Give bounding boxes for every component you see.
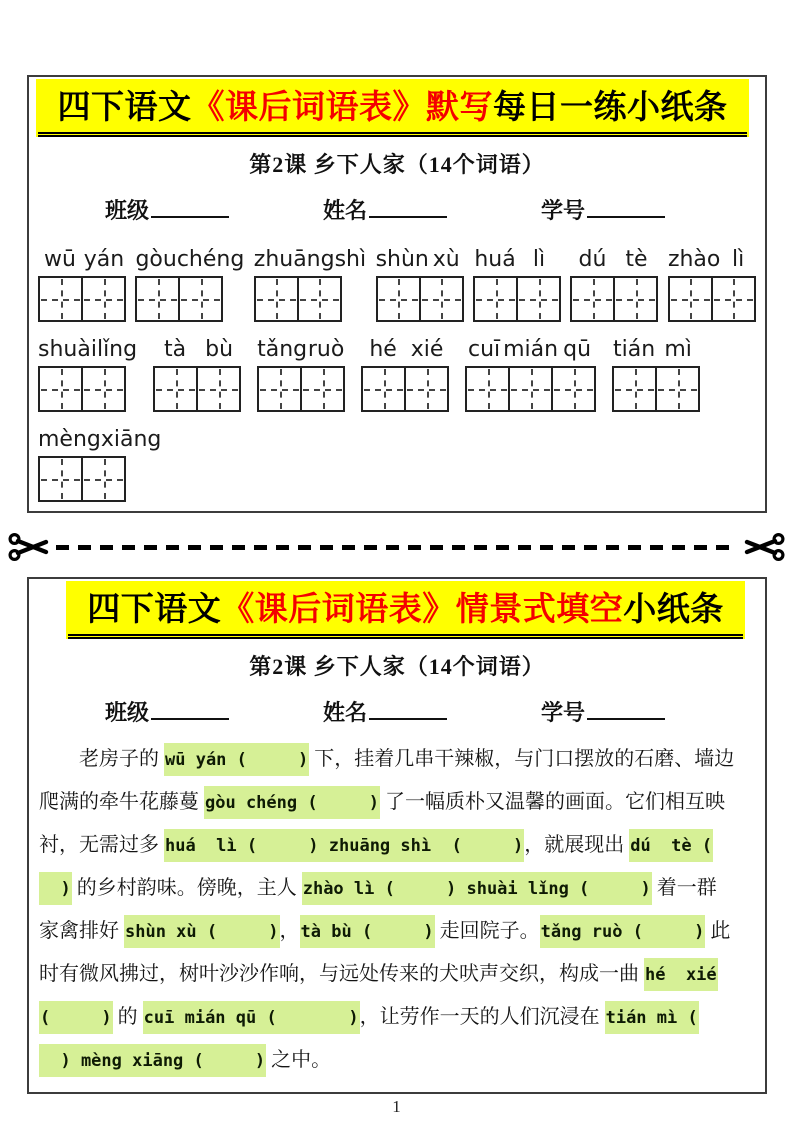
text-run: 衬，无需过多 [39, 834, 164, 856]
text-run: 的 [112, 1006, 143, 1028]
text-run: 着一群 [651, 877, 717, 899]
pinyin-syllable: huá [474, 247, 516, 272]
pinyin-syllable: bù [205, 337, 234, 362]
pinyin-syllable: dú [578, 247, 607, 272]
writing-cell [465, 366, 510, 412]
word-block [570, 247, 658, 322]
dictation-title-banner [36, 79, 749, 137]
text-run: ， [279, 920, 300, 942]
text-run: 此 [705, 920, 731, 942]
pinyin-syllable: chéng [176, 247, 245, 272]
info-field-blank [369, 194, 447, 218]
pinyin-blank: ) [39, 872, 72, 905]
fill-in-title-banner [66, 581, 745, 639]
pinyin-label [376, 247, 464, 273]
writing-grid [254, 276, 366, 322]
writing-grid [38, 456, 161, 502]
text-run: 之中。 [266, 1049, 332, 1071]
lesson-subtitle: 第2课 乡下人家（14个词语） [249, 654, 545, 679]
writing-cell [419, 276, 464, 322]
pinyin-blank: hé xié [644, 958, 718, 991]
word-row [38, 247, 756, 322]
pinyin-syllable: zhuāng [253, 247, 335, 272]
info-field-label: 姓名 [322, 700, 367, 725]
scissors-icon [8, 531, 50, 563]
word-block [257, 337, 345, 412]
pinyin-syllable: shùn [375, 247, 429, 272]
writing-cell [655, 366, 700, 412]
writing-cell [297, 276, 342, 322]
pinyin-blank: cuī mián qū ( ) [143, 1001, 360, 1034]
pinyin-syllable: tián [613, 337, 656, 362]
word-block [153, 337, 241, 412]
writing-cell [668, 276, 713, 322]
word-block [612, 337, 700, 412]
lesson-subtitle: 第2课 乡下人家（14个词语） [249, 152, 545, 177]
pinyin-syllable: yán [83, 247, 125, 272]
title-segment: 《课后词语表》 [191, 88, 426, 125]
title-segment: 四下语文 [87, 590, 222, 627]
writing-cell [361, 366, 406, 412]
paragraph-line [39, 738, 755, 781]
pinyin-syllable: qū [563, 337, 592, 362]
pinyin-syllable: wū [44, 247, 76, 272]
text-run: 的乡村韵味。傍晚，主人 [71, 877, 302, 899]
pinyin-syllable: mì [664, 337, 692, 362]
pinyin-syllable: xù [432, 247, 460, 272]
word-row [38, 427, 756, 502]
info-field-blank [151, 194, 229, 218]
word-block [254, 247, 366, 322]
info-field-blank [369, 696, 447, 720]
pinyin-label [38, 247, 126, 273]
writing-grid [38, 276, 126, 322]
info-field [105, 696, 229, 727]
pinyin-syllable: shuài [38, 337, 97, 362]
text-run: 了一幅质朴又温馨的画面。它们相互映 [380, 791, 725, 813]
writing-grid [570, 276, 658, 322]
cloze-paragraph [29, 738, 765, 1082]
word-block [376, 247, 464, 322]
writing-cell [254, 276, 299, 322]
writing-cell [551, 366, 596, 412]
pinyin-blank: gòu chéng ( ) [204, 786, 380, 819]
paragraph-line [39, 953, 755, 996]
info-field [323, 194, 447, 225]
writing-grid [465, 366, 596, 412]
writing-cell [178, 276, 223, 322]
scissors-icon [743, 531, 785, 563]
text-run: ，让劳作一天的人们沉浸在 [359, 1006, 605, 1028]
dictation-title [38, 84, 747, 137]
info-field [105, 194, 229, 225]
paragraph-line [39, 1039, 755, 1082]
word-block [361, 337, 449, 412]
writing-cell [473, 276, 518, 322]
pinyin-word-grids [29, 247, 765, 502]
writing-cell [196, 366, 241, 412]
pinyin-syllable: tǎng [257, 337, 308, 362]
title-segment: 小纸条 [623, 590, 724, 627]
text-run: 走回院子。 [434, 920, 540, 942]
pinyin-label [254, 247, 366, 273]
info-field-label: 姓名 [322, 198, 367, 223]
pinyin-blank: wū yán ( ) [164, 743, 309, 776]
pinyin-blank: tǎng ruò ( ) [540, 915, 706, 948]
writing-cell [300, 366, 345, 412]
info-field-blank [587, 696, 665, 720]
pinyin-syllable: mèng [38, 427, 101, 452]
title-segment: 默写 [426, 88, 493, 125]
pinyin-syllable: hé [369, 337, 397, 362]
word-block [465, 337, 596, 412]
pinyin-label [465, 337, 596, 363]
fill-in-section [27, 577, 767, 1094]
writing-grid [473, 276, 561, 322]
pinyin-blank: dú tè ( [629, 829, 713, 862]
pinyin-label [257, 337, 345, 363]
pinyin-syllable: lǐng [96, 337, 138, 362]
info-field-label: 学号 [540, 700, 585, 725]
pinyin-blank: tà bù ( ) [300, 915, 435, 948]
writing-grid [361, 366, 449, 412]
text-run: 家禽排好 [39, 920, 124, 942]
info-field-label: 班级 [105, 700, 150, 725]
writing-cell [38, 276, 83, 322]
writing-cell [570, 276, 615, 322]
word-block [473, 247, 561, 322]
word-block [38, 247, 126, 322]
info-field [541, 696, 665, 727]
writing-grid [668, 276, 756, 322]
pinyin-syllable: ruò [307, 337, 345, 362]
pinyin-syllable: xié [410, 337, 444, 362]
dictation-section [27, 75, 767, 513]
word-block [668, 247, 756, 322]
pinyin-blank: ( ) [39, 1001, 113, 1034]
text-run: 老房子的 [79, 748, 164, 770]
writing-grid [376, 276, 464, 322]
page-number: 1 [392, 1097, 401, 1116]
pinyin-syllable: cuī [468, 337, 501, 362]
dashed-cut-rule [56, 545, 737, 550]
pinyin-syllable: gòu [135, 247, 177, 272]
writing-grid [257, 366, 345, 412]
writing-cell [38, 456, 83, 502]
pinyin-label [570, 247, 658, 273]
pinyin-label [361, 337, 449, 363]
info-field-label: 学号 [540, 198, 585, 223]
pinyin-syllable: mián [503, 337, 559, 362]
writing-grid [612, 366, 700, 412]
pinyin-syllable: zhào [667, 247, 721, 272]
paragraph-line [39, 996, 755, 1039]
paragraph-line [39, 824, 755, 867]
writing-cell [81, 366, 126, 412]
title-segment: 四下语文 [57, 88, 192, 125]
text-run: ，就展现出 [524, 834, 630, 856]
pinyin-label [612, 337, 700, 363]
paragraph-line [39, 867, 755, 910]
writing-cell [711, 276, 756, 322]
paragraph-line [39, 910, 755, 953]
pinyin-label [38, 427, 161, 453]
writing-grid [135, 276, 244, 322]
pinyin-syllable: xiāng [100, 427, 162, 452]
pinyin-blank: zhào lì ( ) shuài lǐng ( ) [302, 872, 652, 905]
writing-cell [612, 366, 657, 412]
title-segment: 情景式填空 [455, 590, 624, 627]
writing-cell [81, 456, 126, 502]
writing-cell [516, 276, 561, 322]
text-run: 爬满的牵牛花藤蔓 [39, 791, 204, 813]
pinyin-syllable: lì [532, 247, 546, 272]
writing-cell [376, 276, 421, 322]
paragraph-line [39, 781, 755, 824]
writing-grid [153, 366, 241, 412]
word-block [135, 247, 244, 322]
title-segment: 每日一练小纸条 [493, 88, 728, 125]
writing-cell [404, 366, 449, 412]
writing-cell [38, 366, 83, 412]
pinyin-blank: shùn xù ( ) [124, 915, 280, 948]
student-info-row [29, 696, 765, 727]
pinyin-blank: huá lì ( ) zhuāng shì ( ) [164, 829, 524, 862]
word-row [38, 337, 756, 412]
writing-cell [613, 276, 658, 322]
info-field-blank [151, 696, 229, 720]
pinyin-label [473, 247, 561, 273]
pinyin-syllable: shì [334, 247, 367, 272]
writing-cell [135, 276, 180, 322]
cut-line [8, 527, 785, 567]
pinyin-label [668, 247, 756, 273]
fill-in-title [68, 586, 743, 639]
title-segment: 《课后词语表》 [221, 590, 456, 627]
student-info-row [29, 194, 765, 225]
pinyin-label [153, 337, 241, 363]
writing-cell [153, 366, 198, 412]
writing-grid [38, 366, 137, 412]
info-field [541, 194, 665, 225]
text-run: 下，挂着几串干辣椒，与门口摆放的石磨、墙边 [309, 748, 735, 770]
text-run: 时有微风拂过，树叶沙沙作响，与远处传来的犬吠声交织，构成一曲 [39, 963, 644, 985]
writing-cell [508, 366, 553, 412]
pinyin-syllable: lì [732, 247, 745, 272]
writing-cell [81, 276, 126, 322]
info-field-label: 班级 [105, 198, 150, 223]
pinyin-syllable: tè [625, 247, 648, 272]
pinyin-label [135, 247, 244, 273]
pinyin-label [38, 337, 137, 363]
pinyin-syllable: tà [164, 337, 187, 362]
info-field [323, 696, 447, 727]
info-field-blank [587, 194, 665, 218]
word-block [38, 337, 137, 412]
pinyin-blank: ) mèng xiāng ( ) [39, 1044, 266, 1077]
word-block [38, 427, 161, 502]
pinyin-blank: tián mì ( [605, 1001, 699, 1034]
writing-cell [257, 366, 302, 412]
